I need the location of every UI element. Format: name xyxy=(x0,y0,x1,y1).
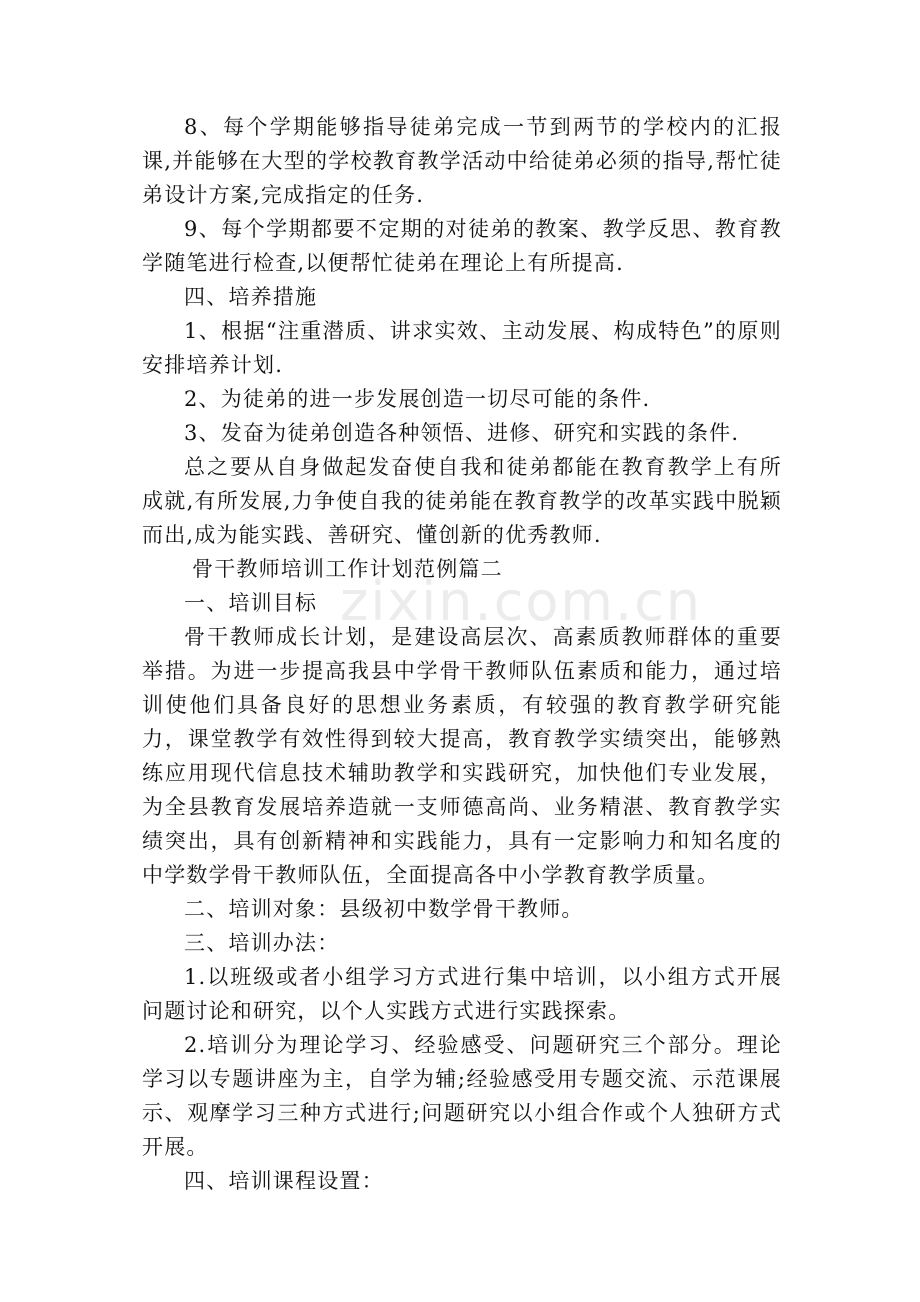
paragraph-summary: 总之要从自身做起发奋使自我和徒弟都能在教育教学上有所成就,有所发展,力争使自我的徒弟能在教育教学的改革实践中脱颖而出,成为能实践、善研究、懂创新的优秀教师. xyxy=(142,455,782,547)
paragraph-item-8: 8、每个学期能够指导徒弟完成一节到两节的学校内的汇报课,并能够在大型的学校教育教学活动中给徒弟必须的指导,帮忙徒弟设计方案,完成指定的任务. xyxy=(142,115,782,207)
article-subtitle: 骨干教师培训工作计划范例篇二 xyxy=(192,557,503,581)
section-heading-methods: 三、培训办法： xyxy=(184,931,340,955)
document-page xyxy=(142,110,782,1198)
paragraph-method-1: 1.以班级或者小组学习方式进行集中培训，以小组方式开展问题讨论和研究，以个人实践方式进行实践探索。 xyxy=(142,965,782,1023)
paragraph-measure-2: 2、为徒弟的进一步发展创造一切尽可能的条件. xyxy=(184,387,651,411)
paragraph-measure-1: 1、根据“注重潜质、讲求实效、主动发展、构成特色”的原则安排培养计划. xyxy=(142,319,782,377)
paragraph-method-2: 2.培训分为理论学习、经验感受、问题研究三个部分。理论学习以专题讲座为主，自学为辅;经验感受用专题交流、示范课展示、观摩学习三种方式进行;问题研究以小组合作或个人独研方式开展。 xyxy=(142,1033,782,1159)
paragraph-target: 二、培训对象：县级初中数学骨干教师。 xyxy=(184,897,584,921)
paragraph-measure-3: 3、发奋为徒弟创造各种领悟、进修、研究和实践的条件. xyxy=(184,421,740,445)
paragraph-item-9: 9、每个学期都要不定期的对徒弟的教案、教学反思、教育教学随笔进行检查,以便帮忙徒弟在理论上有所提高. xyxy=(142,217,782,275)
section-heading-measures: 四、培养措施 xyxy=(184,285,318,309)
watermark: zixin.com.cn xyxy=(340,570,703,633)
section-heading-courses: 四、培训课程设置： xyxy=(184,1169,384,1193)
paragraph-goals: 骨干教师成长计划，是建设高层次、高素质教师群体的重要举措。为进一步提高我县中学骨干教师队伍素质和能力，通过培训使他们具备良好的思想业务素质，有较强的教育教学研究能力，课堂教学有效性得到较大提高，教育教学实绩突出，能够熟练应用现代信息技术辅助教学和实践研究，加快他们专业发展，为全县教育发展培养造就一支师德高尚、业务精湛、教育教学实绩突出，具有创新精神和实践能力，具有一定影响力和知名度的中学数学骨干教师队伍，全面提高各中小学教育教学质量。 xyxy=(142,625,782,887)
section-heading-goals: 一、培训目标 xyxy=(184,591,318,615)
